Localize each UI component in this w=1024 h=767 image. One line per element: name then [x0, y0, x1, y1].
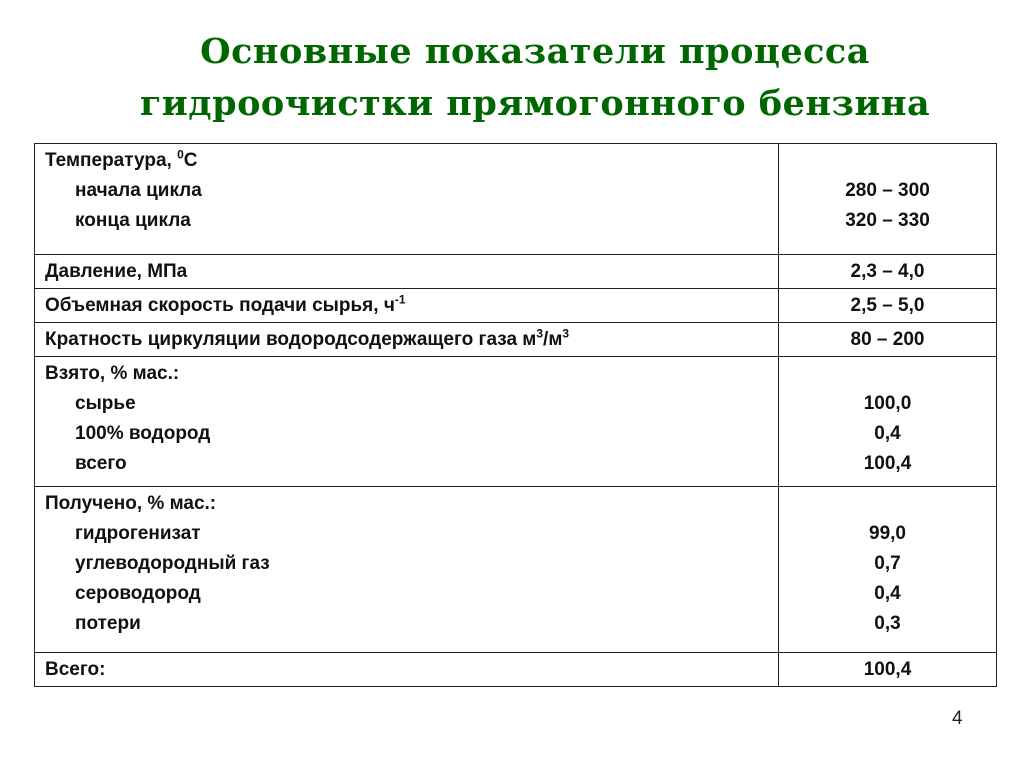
table-row — [35, 288, 996, 322]
parameter-value: 100,0 — [863, 393, 912, 414]
value-cell — [779, 144, 996, 254]
parameter-label: Температура, $^0$С — [45, 147, 198, 171]
parameter-value: 100,4 — [863, 453, 912, 474]
parameter-value: 99,0 — [869, 523, 906, 544]
parameter-label: Получено, % мас.: — [45, 493, 217, 514]
title-line-2: гидроочистки прямогонного бензина — [139, 83, 931, 124]
parameter-label: потери — [75, 613, 141, 634]
parameter-value: 2,5 – 5,0 — [850, 295, 925, 316]
table-row — [35, 144, 996, 254]
parameter-cell — [35, 357, 779, 486]
parameter-label: начала цикла — [75, 180, 202, 201]
process-parameters-table — [34, 143, 997, 687]
slide-title — [40, 26, 1024, 130]
parameter-value: 2,3 – 4,0 — [850, 261, 925, 282]
parameter-value — [779, 359, 996, 389]
table-row — [35, 486, 996, 652]
value-cell — [779, 357, 996, 486]
parameter-value: 0,3 — [874, 613, 901, 634]
page-number: 4 — [952, 708, 963, 729]
parameter-value: 100,4 — [863, 659, 912, 680]
parameter-label: сероводород — [75, 583, 201, 604]
table-row — [35, 356, 996, 486]
parameter-label: Взято, % мас.: — [45, 363, 180, 384]
parameter-label: конца цикла — [75, 210, 191, 231]
table-row — [35, 254, 996, 288]
parameter-label: Всего: — [45, 659, 106, 680]
parameter-value: 80 – 200 — [850, 329, 925, 350]
parameter-value — [779, 146, 996, 176]
parameter-value: 280 – 300 — [845, 180, 930, 201]
table-row — [35, 322, 996, 356]
parameter-label: всего — [75, 453, 127, 474]
parameter-cell — [35, 144, 779, 254]
parameter-value — [779, 489, 996, 519]
parameter-value: 0,7 — [874, 553, 901, 574]
parameter-label: Объемная скорость подачи сырья, $ч^{-1}$ — [45, 292, 406, 316]
parameter-value: 0,4 — [874, 423, 901, 444]
title-line-1: Основные показатели процесса — [200, 31, 870, 72]
parameter-cell — [35, 289, 779, 322]
value-cell — [779, 487, 996, 652]
value-cell — [779, 653, 996, 686]
value-cell — [779, 289, 996, 322]
parameter-value: 320 – 330 — [845, 210, 930, 231]
parameter-label: сырье — [75, 393, 136, 414]
parameter-cell — [35, 653, 779, 686]
parameter-value: 0,4 — [874, 583, 901, 604]
parameter-label: гидрогенизат — [75, 523, 201, 544]
parameter-cell — [35, 323, 779, 356]
parameter-cell — [35, 487, 779, 652]
parameter-label: Давление, МПа — [45, 261, 188, 282]
parameter-label: 100% водород — [75, 423, 211, 444]
parameter-label: Кратность циркуляции водородсодержащего газа $м^3/м^3$ — [45, 326, 570, 350]
value-cell — [779, 255, 996, 288]
value-cell — [779, 323, 996, 356]
table-row — [35, 652, 996, 686]
parameter-cell — [35, 255, 779, 288]
parameter-label: углеводородный газ — [75, 553, 270, 574]
